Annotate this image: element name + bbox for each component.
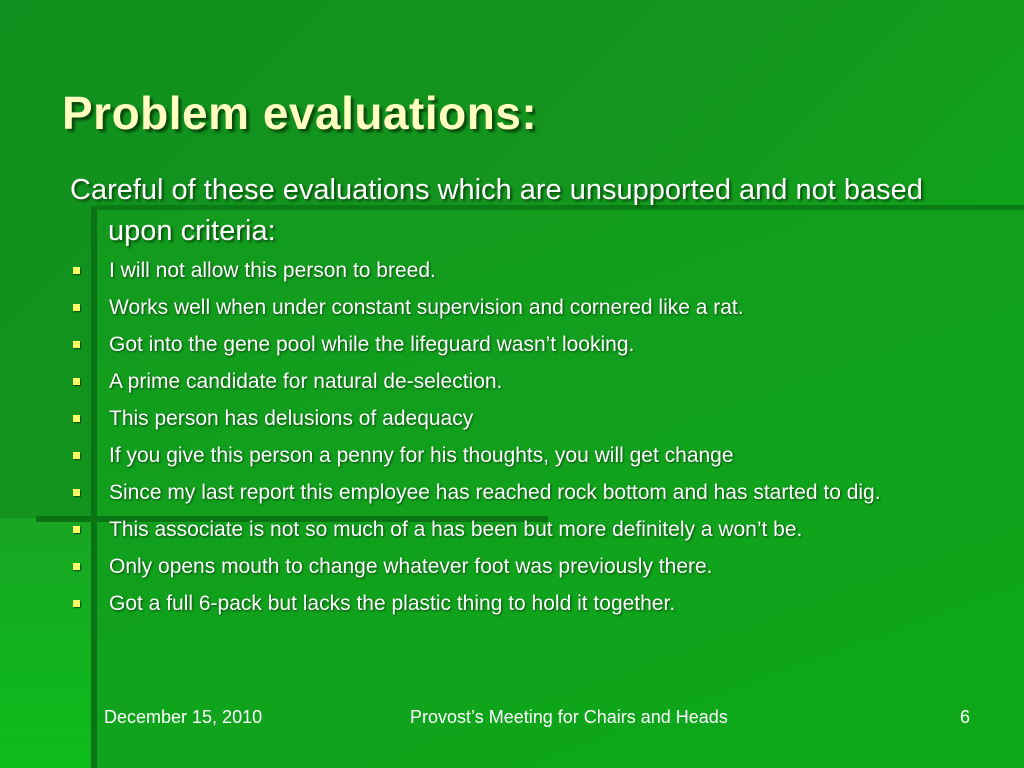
list-item-text: Only opens mouth to change whatever foot was previously there.	[109, 555, 713, 578]
slide-title: Problem evaluations:	[62, 87, 538, 139]
list-item	[70, 441, 970, 470]
list-item	[70, 515, 970, 544]
list-item	[70, 256, 970, 285]
page-number: 6	[960, 707, 971, 727]
list-item	[70, 478, 970, 507]
square-bullet-icon	[73, 600, 80, 607]
square-bullet-icon	[73, 489, 80, 496]
square-bullet-icon	[73, 378, 80, 385]
square-bullet-icon	[73, 341, 80, 348]
list-item	[70, 330, 970, 359]
square-bullet-icon	[73, 526, 80, 533]
footer-date: December 15, 2010	[104, 707, 263, 727]
list-item-text: Works well when under constant supervision and cornered like a rat.	[109, 296, 744, 319]
list-item-text: Since my last report this employee has reached rock bottom and has started to dig.	[109, 481, 881, 504]
list-item-text: Got a full 6-pack but lacks the plastic thing to hold it together.	[109, 592, 676, 615]
square-bullet-icon	[73, 563, 80, 570]
list-item	[70, 404, 970, 433]
list-item-text: A prime candidate for natural de-selection.	[109, 370, 503, 393]
square-bullet-icon	[73, 452, 80, 459]
square-bullet-icon	[73, 415, 80, 422]
list-item	[70, 367, 970, 396]
square-bullet-icon	[73, 267, 80, 274]
intro-text: Careful of these evaluations which are unsupported and not based upon criteria:	[70, 174, 923, 247]
list-item-text: Got into the gene pool while the lifeguard wasn’t looking.	[109, 333, 635, 356]
list-item-text: This associate is not so much of a has been but more definitely a won’t be.	[109, 518, 803, 541]
square-bullet-icon	[73, 304, 80, 311]
bullet-list	[70, 256, 970, 626]
footer-title: Provost’s Meeting for Chairs and Heads	[410, 707, 728, 727]
list-item-text: I will not allow this person to breed.	[109, 259, 436, 282]
list-item	[70, 589, 970, 618]
list-item-text: If you give this person a penny for his thoughts, you will get change	[109, 444, 734, 467]
list-item-text: This person has delusions of adequacy	[109, 407, 474, 430]
list-item	[70, 552, 970, 581]
list-item	[70, 293, 970, 322]
